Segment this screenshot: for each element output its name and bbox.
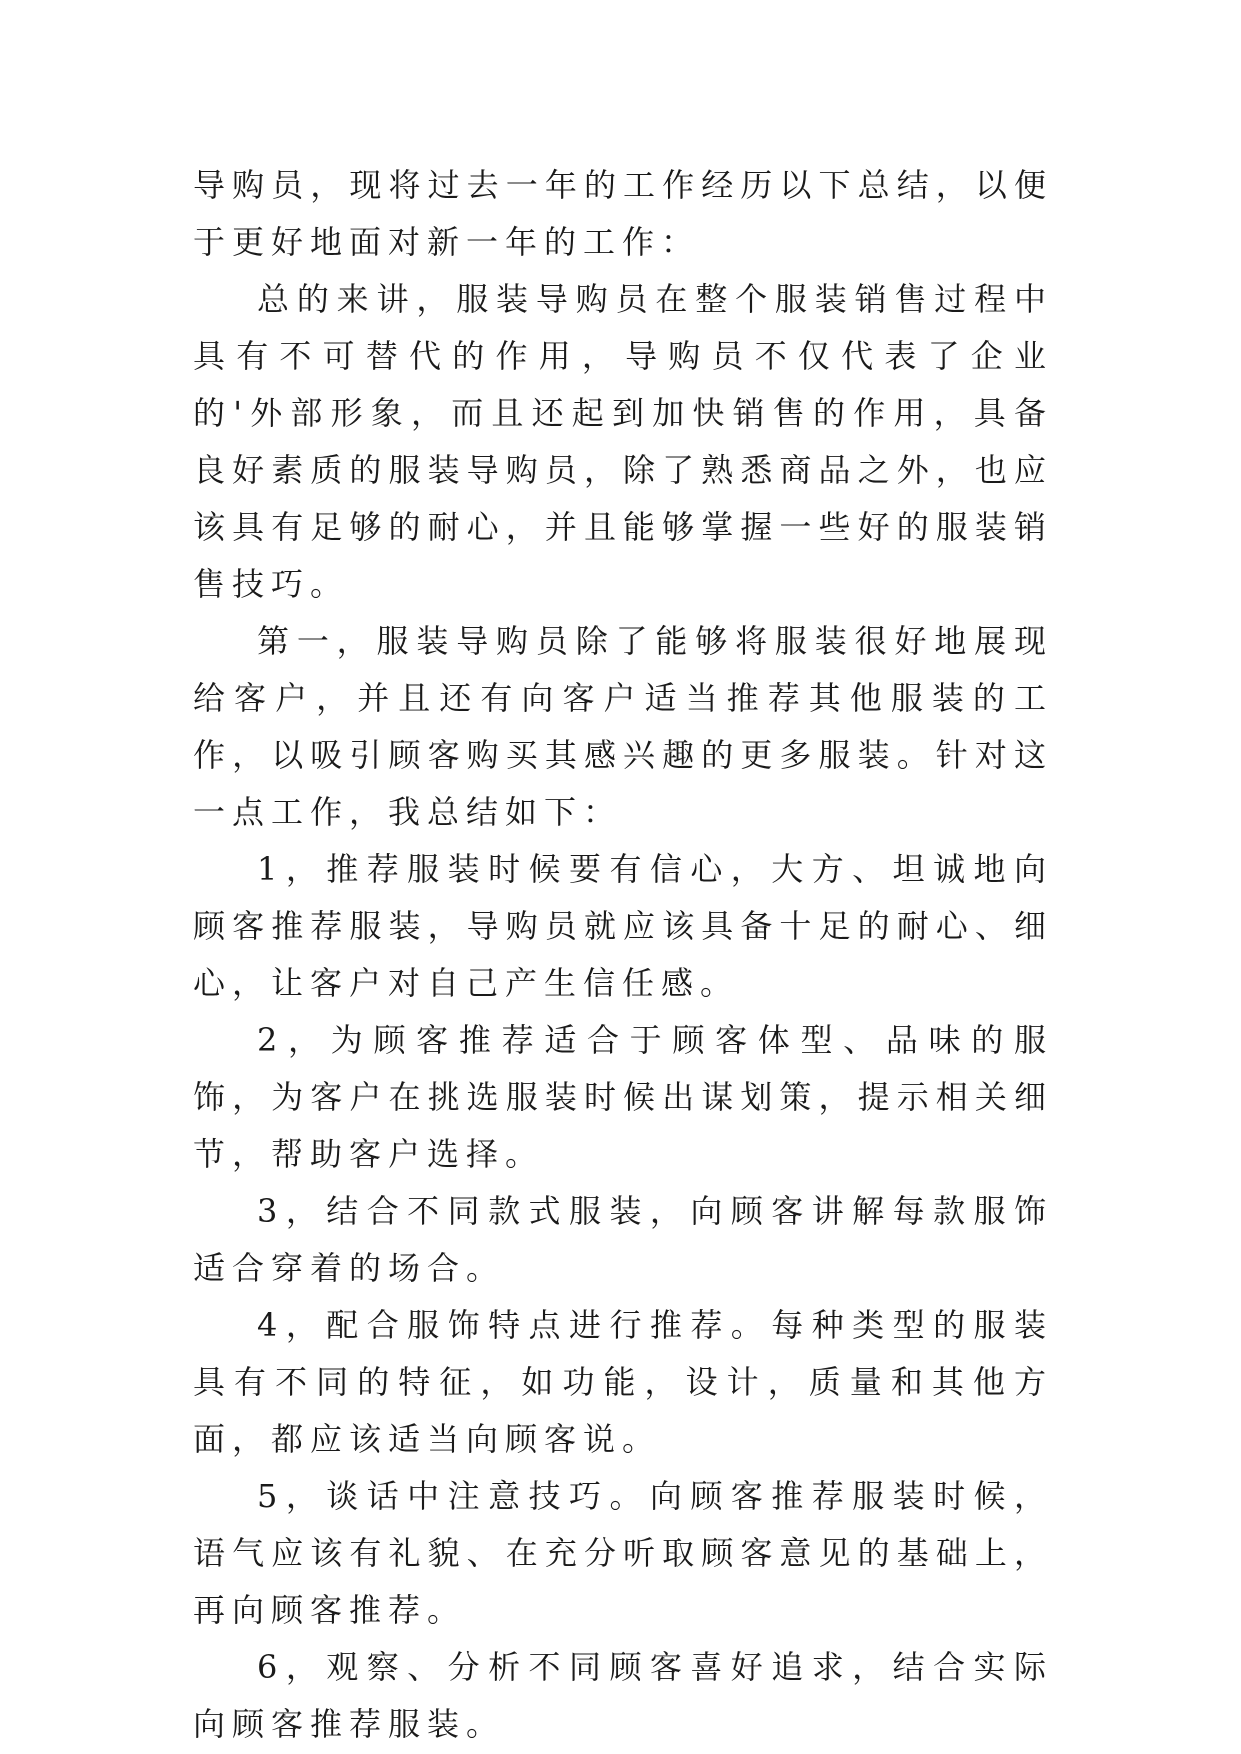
paragraph-3: 第一，服装导购员除了能够将服装很好地展现给客户，并且还有向客户适当推荐其他服装的工作，以吸引顾客购买其感兴趣的更多服装。针对这一点工作，我总结如下：: [193, 622, 1053, 831]
document-body: [193, 157, 1053, 1753]
list-item-1: 1，推荐服装时候要有信心，大方、坦诚地向顾客推荐服装，导购员就应该具备十足的耐心、细心，让客户对自己产生信任感。: [193, 850, 1053, 1002]
list-item-5: 5，谈话中注意技巧。向顾客推荐服装时候，语气应该有礼貌、在充分听取顾客意见的基础上，再向顾客推荐。: [193, 1477, 1053, 1629]
list-item-2: 2，为顾客推荐适合于顾客体型、品味的服饰，为客户在挑选服装时候出谋划策，提示相关细节，帮助客户选择。: [193, 1021, 1053, 1173]
paragraph-1: 导购员，现将过去一年的工作经历以下总结，以便于更好地面对新一年的工作：: [193, 166, 1053, 261]
list-item-6: 6，观察、分析不同顾客喜好追求，结合实际向顾客推荐服装。: [193, 1648, 1053, 1743]
list-item-4: 4，配合服饰特点进行推荐。每种类型的服装具有不同的特征，如功能，设计，质量和其他方面，都应该适当向顾客说。: [193, 1306, 1053, 1458]
list-item-3: 3，结合不同款式服装，向顾客讲解每款服饰适合穿着的场合。: [193, 1192, 1053, 1287]
paragraph-2: 总的来讲，服装导购员在整个服装销售过程中具有不可替代的作用，导购员不仅代表了企业的'外部形象，而且还起到加快销售的作用，具备良好素质的服装导购员，除了熟悉商品之外，也应该具有足够的耐心，并且能够掌握一些好的服装销售技巧。: [193, 280, 1053, 603]
